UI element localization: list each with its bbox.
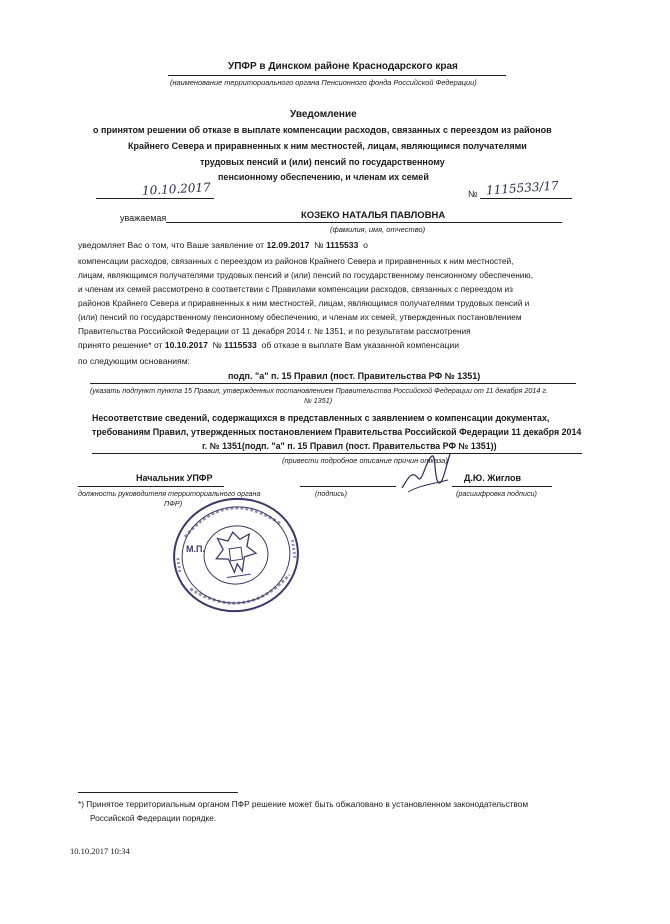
title-line-4: пенсионному обеспечению, и членам их семей (218, 172, 429, 182)
print-timestamp: 10.10.2017 10:34 (70, 846, 130, 856)
sign-underline (300, 486, 396, 487)
org-name: УПФР в Динском районе Краснодарского края (228, 61, 458, 72)
reason-caption: (привести подробное описание причин отказа) (282, 456, 448, 465)
reason-line-3: г. № 1351(подп. "а" п. 15 Правил (пост. Правительства РФ № 1351)) (202, 441, 497, 451)
decision-label: принято решение* (78, 340, 152, 350)
decision-number: 1115533 (224, 340, 257, 350)
org-caption: (наименование территориального органа Пенсионного фонда Российской Федерации) (170, 78, 477, 87)
application-no-label: № (314, 240, 324, 250)
number-underline (480, 198, 572, 199)
grounds-underline (90, 383, 576, 384)
name-caption: (фамилия, имя, отчество) (330, 225, 426, 234)
reason-underline (92, 453, 582, 454)
application-number: 1115533 (325, 240, 359, 250)
body-line-6: (или) пенсий по государственному пенсионному обеспечению, и членам их семей, утвержденных постановлением (78, 312, 522, 322)
application-date: 12.09.2017 (266, 240, 310, 250)
handwritten-number: 1115533/17 (485, 178, 560, 198)
body-line-1-end: о (363, 240, 368, 250)
title-line-3: трудовых пенсий и (или) пенсий по государственному (200, 157, 445, 167)
official-stamp (166, 490, 306, 620)
footnote-line-1: *) Принятое территориальным органом ПФР решение может быть обжаловано в установленном законодательством (78, 799, 529, 809)
decision-date: 10.10.2017 (164, 340, 208, 350)
decision-no-label: № (212, 340, 222, 350)
doc-title: Уведомление (290, 109, 357, 120)
grounds-caption-2: № 1351) (304, 396, 333, 405)
position-caption-2: ПФР) (164, 499, 183, 508)
body-line-8 (78, 340, 459, 350)
signer-position: Начальник УПФР (136, 473, 213, 483)
date-underline (96, 198, 214, 199)
signer-name: Д.Ю. Жиглов (464, 473, 522, 483)
position-caption: должность руководителя территориального органа (78, 489, 261, 498)
position-underline (78, 486, 224, 487)
decision-text: об отказе в выплате Вам указанной компенсации (261, 340, 460, 350)
handwritten-signature (398, 448, 454, 498)
name-sign-caption: (расшифровка подписи) (456, 489, 537, 498)
title-line-1: о принятом решении об отказе в выплате компенсации расходов, связанных с переездом из районов (93, 125, 552, 135)
grounds-point: подп. "а" п. 15 Правил (пост. Правительства РФ № 1351) (228, 371, 481, 381)
org-underline (168, 75, 506, 76)
footnote-rule (78, 792, 238, 793)
body-line-3: лицам, являющимся получателями трудовых пенсий и (или) пенсий по государственному пенсионному обеспечению, (78, 270, 533, 280)
body-line-1-text: уведомляет Вас о том, что Ваше заявление от (78, 240, 265, 250)
reason-line-2: требованиям Правил, утвержденных постановлением Правительства Российской Федерации 11 декабря 2014 (92, 427, 582, 437)
number-label: № (468, 189, 478, 199)
footnote-line-2: Российской Федерации порядке. (90, 813, 217, 823)
name-underline (166, 222, 562, 223)
title-line-2: Крайнего Севера и приравненных к ним местностей, лицам, являющимся получателями (128, 141, 527, 151)
decision-from: от (153, 340, 163, 350)
addressee-name: КОЗЕКО НАТАЛЬЯ ПАВЛОВНА (301, 210, 446, 221)
stamp-mp-label: М.П. (186, 544, 205, 554)
sign-caption: (подпись) (315, 489, 348, 498)
body-line-4: и членам их семей рассмотрено в соответствии с Правилами компенсации расходов, связанных с переездом из (78, 284, 513, 294)
greeting: уважаемая (120, 213, 167, 223)
body-line-7: Правительства Российской Федерации от 11 декабря 2014 г. № 1351, и по результатам рассмотрения (78, 326, 471, 336)
grounds-caption-1: (указать подпункт пункта 15 Правил, утвержденных постановлением Правительства Российской Федерации от 11 декабря 2014 г. (90, 386, 548, 395)
reason-line-1: Несоответствие сведений, содержащихся в представленных с заявлением о компенсации документах, (92, 413, 550, 423)
body-line-5: районов Крайнего Севера и приравненных к ним местностей, лицам, являющимся получателями трудовых пенсий и (78, 298, 530, 308)
handwritten-date: 10.10.2017 (141, 180, 212, 198)
body-line-9: по следующим основаниям: (78, 356, 190, 366)
name-sign-underline (452, 486, 552, 487)
body-line-2: компенсации расходов, связанных с переездом из районов Крайнего Севера и приравненных к ним местностей, (78, 256, 514, 266)
body-line-1 (78, 240, 368, 250)
